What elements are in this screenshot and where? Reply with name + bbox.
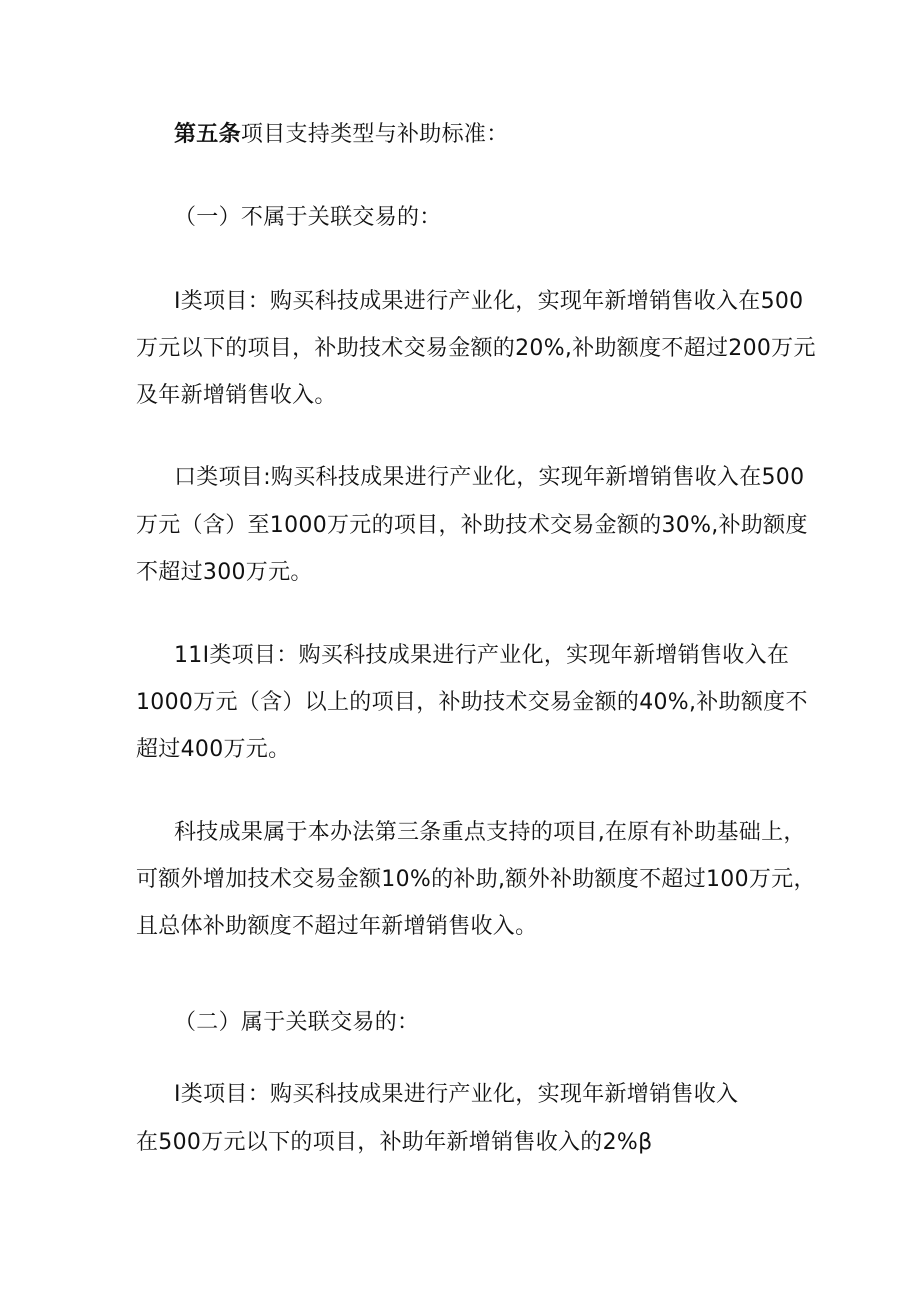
class-i-line-2: 万元以下的项目，补助技术交易金额的20%,补助额度不超过200万元 — [136, 336, 816, 361]
article-title: 项目支持类型与补助标准： — [240, 122, 509, 147]
class-iii-line-1: 11I类项目：购买科技成果进行产业化，实现年新增销售收入在 — [174, 643, 790, 668]
class-ii-line-1: 口类项目:购买科技成果进行产业化，实现年新增销售收入在500 — [174, 465, 805, 490]
extra-line-3: 且总体补助额度不超过年新增销售收入。 — [136, 914, 538, 939]
class-ii-line-3: 不超过300万元。 — [136, 560, 313, 585]
related-class-i-line-2: 在500万元以下的项目，补助年新增销售收入的2%β — [136, 1130, 653, 1155]
class-i-line-1: I类项目：购买科技成果进行产业化，实现年新增销售收入在500 — [174, 289, 804, 314]
article-heading — [174, 120, 509, 150]
class-i-line-3: 及年新增销售收入。 — [136, 383, 337, 408]
related-class-i-line-1: I类项目：购买科技成果进行产业化，实现年新增销售收入 — [174, 1082, 739, 1107]
section-one-title: （一）不属于关联交易的： — [174, 205, 442, 230]
class-ii-line-2: 万元（含）至1000万元的项目，补助技术交易金额的30%,补助额度 — [136, 513, 808, 538]
extra-line-2: 可额外增加技术交易金额10%的补助,额外补助额度不超过100万元， — [136, 867, 816, 892]
extra-line-1: 科技成果属于本办法第三条重点支持的项目,在原有补助基础上， — [174, 820, 806, 845]
class-iii-line-2: 1000万元（含）以上的项目，补助技术交易金额的40%,补助额度不 — [136, 690, 808, 715]
class-iii-line-3: 超过400万元。 — [136, 737, 291, 762]
section-two-title: （二）属于关联交易的： — [174, 1010, 420, 1035]
article-number: 第五条 — [174, 122, 241, 147]
